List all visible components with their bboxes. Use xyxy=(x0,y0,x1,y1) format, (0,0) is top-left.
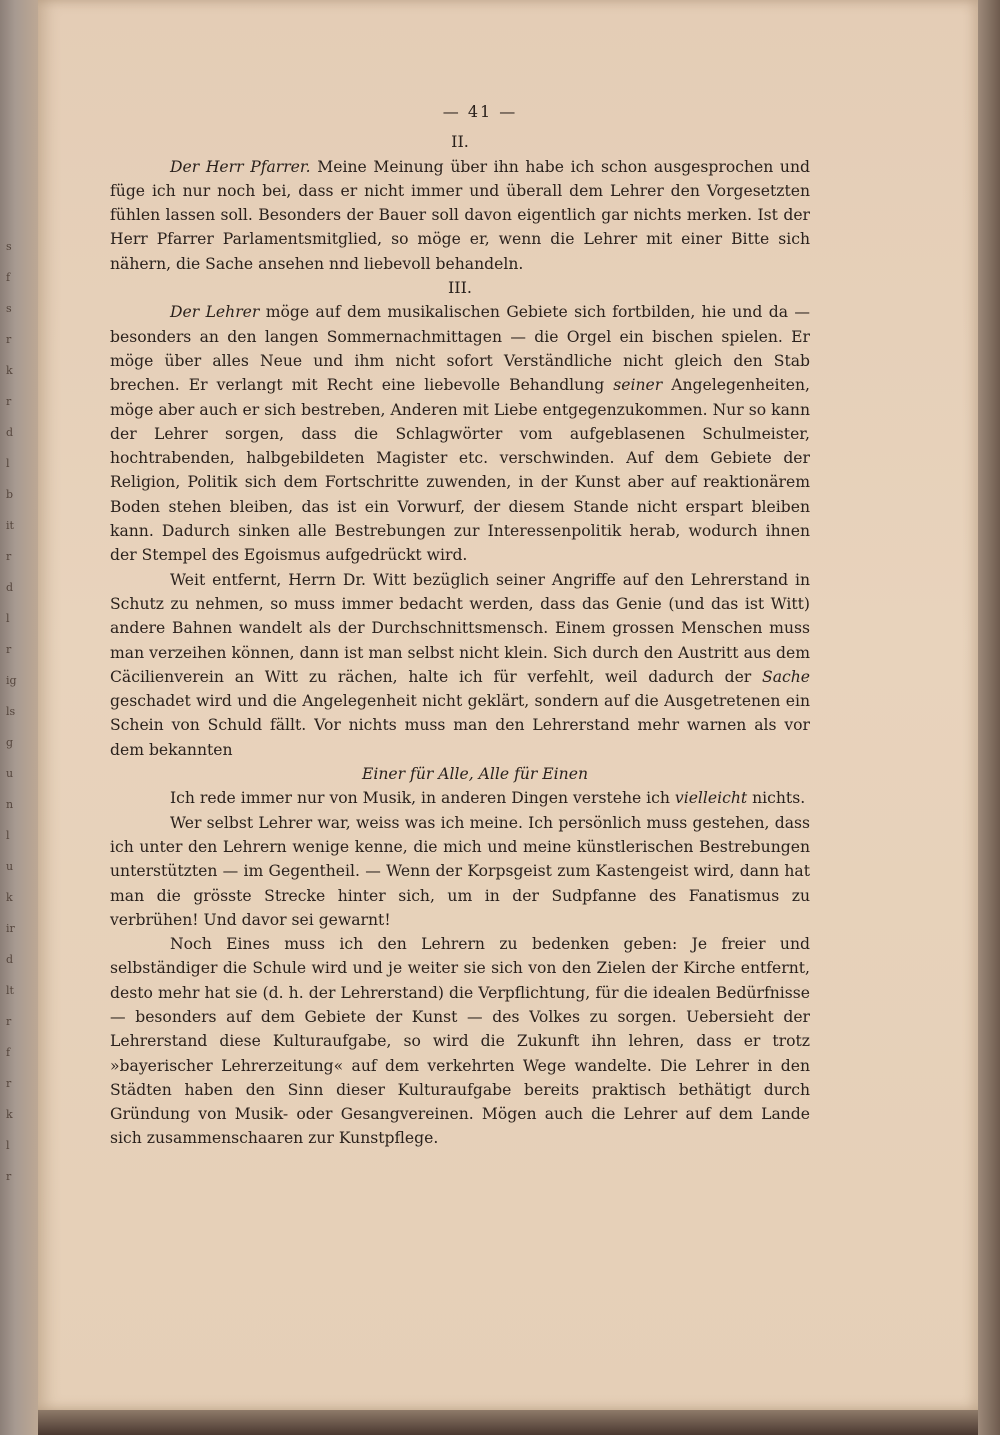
spine-letter-fragment: l xyxy=(6,829,10,842)
spine-letter-fragment: r xyxy=(6,333,12,346)
paragraph: Wer selbst Lehrer war, weiss was ich meine. Ich persönlich muss gestehen, dass ich unter den Lehrern wenige kenne, die mich und meine künstlerischen Bestrebungen unterstützten — im Gegentheil. — Wenn der Korpsgeist zum Kastengeist wird, dann hat man die grösste Strecke hinter sich, um in der Sudpfanne des Fanatismus zu verbrühen! Und davor sei gewarnt! xyxy=(110,813,810,929)
spine-letter-fragment: u xyxy=(6,767,14,780)
section-heading-ii: II. xyxy=(451,132,469,152)
paragraph: Der Lehrer möge auf dem musikalischen Gebiete sich fortbilden, hie und da — besonders an den langen Sommernachmittagen — die Orgel ein bischen spielen. Er möge über alles Neue und ihm nicht sofort Verständliche nicht gleich den Stab brechen. Er verlangt mit Recht eine liebevolle Behandlung seiner Angelegenheiten, möge aber auch er sich bestreben, Anderen mit Liebe entgegenzukommen. Nur so kann der Lehrer sorgen, dass die Schlagwörter vom aufgeblasenen Schulmeister, hochtrabenden, halbgebildeten Magister etc. verschwinden. Auf dem Gebiete der Religion, Politik sich dem Fortschritte zuwenden, in der Kunst aber auf reaktionärem Boden stehen bleiben, das ist ein Vorwurf, der diesem Stande nicht erspart bleiben kann. Dadurch sinken alle Bestrebungen zur Interessenpolitik herab, wodurch ihnen der Stempel des Egoismus aufgedrückt wird. xyxy=(110,303,811,565)
spine-letter-fragment: lt xyxy=(6,984,14,997)
spine-letter-fragment: r xyxy=(6,395,12,408)
page-edge-right xyxy=(978,0,1000,1435)
paragraph: Noch Eines muss ich den Lehrern zu bedenken geben: Je freier und selbständiger die Schule wird und je weiter sie sich von den Zielen der Kirche entfernt, desto mehr hat sie (d. h. der Lehrerstand) die Verpflichtung, für die idealen Bedürfnisse — besonders auf dem Gebiete der Kunst — des Volkes zu sorgen. Uebersieht der Lehrerstand diese Kulturaufgabe, so wird die Zukunft ihn lehren, dass er trotz »bayerischer Lehrerzeitung« auf dem verkehrten Wege wandelte. Die Lehrer in den Städten haben den Sinn dieser Kulturaufgabe bereits praktisch bethätigt durch Gründung von Musik- oder Gesangvereinen. Mögen auch die Lehrer auf dem Lande sich zusammenschaaren zur Kunstpflege. xyxy=(110,935,810,1148)
spine-letter-fragment: l xyxy=(6,457,10,470)
spine-letter-fragment: r xyxy=(6,643,12,656)
spine-letter-fragment: k xyxy=(6,1108,13,1121)
spine-letter-fragment: ig xyxy=(6,674,17,687)
spine-letter-fragment: s xyxy=(6,240,12,253)
page-number: — 41 — xyxy=(442,102,518,121)
page-edge-bottom xyxy=(38,1410,978,1435)
paragraph: Der Herr Pfarrer. Meine Meinung über ihn habe ich schon ausgesprochen und füge ich nur noch bei, dass er nicht immer und überall dem Lehrer den Vorgesetzten fühlen lassen soll. Besonders der Bauer soll davon eigentlich gar nichts merken. Ist der Herr Pfarrer Parlamentsmitglied, so möge er, wenn die Lehrer mit einer Bitte sich nähern, die Sache ansehen nnd liebevoll behandeln. xyxy=(110,157,810,273)
page-text xyxy=(110,100,810,1151)
spine-letter-fragment: f xyxy=(6,271,11,284)
speaker-name: Der Lehrer xyxy=(170,303,260,322)
spine-letter-fragment: g xyxy=(6,736,14,749)
spine-letter-fragment: r xyxy=(6,1077,12,1090)
spine-letter-fragment: k xyxy=(6,891,13,904)
spine-letter-fragment: it xyxy=(6,519,14,532)
section-heading-iii: III. xyxy=(447,278,473,298)
spine-letter-fragment: b xyxy=(6,488,14,501)
spine-letter-fragment: u xyxy=(6,860,14,873)
spine-letter-fragment: d xyxy=(6,426,14,439)
spine-letter-fragment: d xyxy=(6,581,14,594)
motto-line: Einer für Alle, Alle für Einen xyxy=(362,765,588,784)
spine-letter-fragment: l xyxy=(6,612,10,625)
spine-letter-fragment: r xyxy=(6,550,12,563)
spine-letter-fragment: k xyxy=(6,364,13,377)
spine-letter-fragment: r xyxy=(6,1015,12,1028)
facing-page-edge xyxy=(0,0,38,1435)
spine-letter-fragment: l xyxy=(6,1139,10,1152)
spine-letter-fragment: n xyxy=(6,798,14,811)
paragraph: Ich rede immer nur von Musik, in anderen Dingen verstehe ich vielleicht nichts. xyxy=(170,789,806,808)
paragraph: Weit entfernt, Herrn Dr. Witt bezüglich seiner Angriffe auf den Lehrerstand in Schutz zu nehmen, so muss immer bedacht werden, dass das Genie (und das ist Witt) andere Bahnen wandelt als der Durchschnittsmensch. Einem grossen Menschen muss man verzeihen können, dann ist man selbst nicht klein. Sich durch den Austritt aus dem Cäcilienverein an Witt zu rächen, halte ich für verfehlt, weil dadurch der Sache geschadet wird und die Angelegenheit nicht geklärt, sondern auf die Ausgetretenen ein Schein von Schuld fällt. Vor nichts muss man den Lehrerstand mehr warnen als vor dem bekannten xyxy=(110,570,810,759)
spine-letter-fragment: ir xyxy=(6,922,15,935)
spine-letter-fragment: f xyxy=(6,1046,11,1059)
spine-letter-fragment: r xyxy=(6,1170,12,1183)
spine-letter-fragment: d xyxy=(6,953,14,966)
spine-letter-fragment: ls xyxy=(6,705,16,718)
speaker-name: Der Herr Pfarrer. xyxy=(170,157,311,176)
spine-letter-fragment: s xyxy=(6,302,12,315)
